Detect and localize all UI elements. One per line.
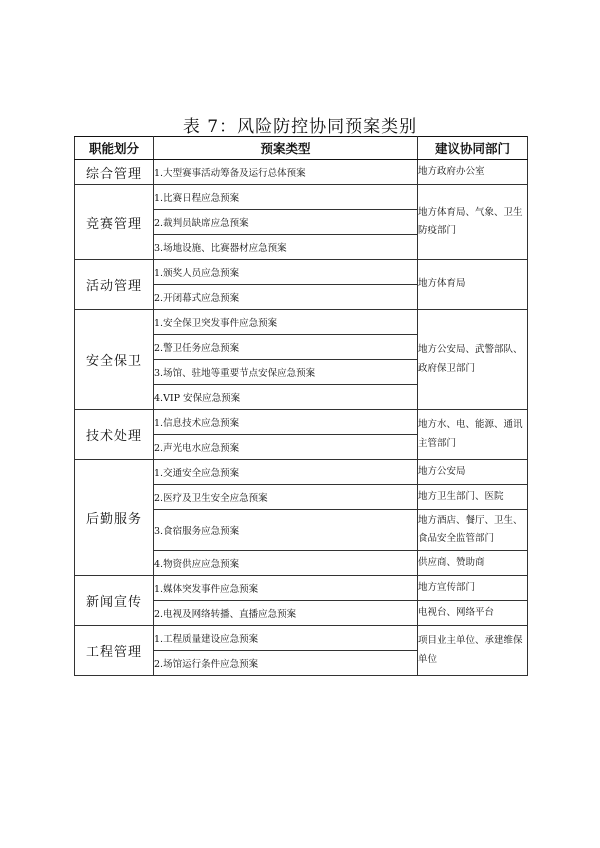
function-category: 活动管理 [75, 260, 154, 310]
department-cell: 地方卫生部门、医院 [418, 485, 528, 510]
plan-type-cell: 1.大型赛事活动筹备及运行总体预案 [154, 160, 418, 185]
plan-type-cell: 2.场馆运行条件应急预案 [154, 651, 418, 676]
department-cell: 项目业主单位、承建维保单位 [418, 626, 528, 676]
department-cell: 供应商、赞助商 [418, 551, 528, 576]
department-cell: 地方酒店、餐厅、卫生、食品安全监管部门 [418, 510, 528, 551]
department-cell: 地方体育局、气象、卫生防疫部门 [418, 185, 528, 260]
table-row [75, 310, 528, 335]
plan-type-cell: 4.VIP 安保应急预案 [154, 385, 418, 410]
function-category: 后勤服务 [75, 460, 154, 576]
table-row [75, 410, 528, 435]
plan-table [74, 136, 528, 676]
header-function: 职能划分 [75, 137, 154, 160]
plan-type-cell: 1.信息技术应急预案 [154, 410, 418, 435]
department-cell: 地方宣传部门 [418, 576, 528, 601]
department-cell: 地方水、电、能源、通讯主管部门 [418, 410, 528, 460]
plan-type-cell: 1.工程质量建设应急预案 [154, 626, 418, 651]
function-category: 竞赛管理 [75, 185, 154, 260]
table-row [75, 460, 528, 485]
table-row [75, 260, 528, 285]
plan-type-cell: 2.警卫任务应急预案 [154, 335, 418, 360]
table-row [75, 576, 528, 601]
table-title: 表 7：风险防控协同预案类别 [182, 117, 418, 137]
function-category: 技术处理 [75, 410, 154, 460]
plan-type-cell: 2.开闭幕式应急预案 [154, 285, 418, 310]
department-cell: 地方政府办公室 [418, 160, 528, 185]
table-row [75, 185, 528, 210]
plan-type-cell: 2.医疗及卫生安全应急预案 [154, 485, 418, 510]
department-cell: 电视台、网络平台 [418, 601, 528, 626]
plan-type-cell: 2.声光电水应急预案 [154, 435, 418, 460]
plan-type-cell: 4.物资供应应急预案 [154, 551, 418, 576]
header-row [75, 137, 528, 160]
table-row [75, 160, 528, 185]
plan-type-cell: 1.交通安全应急预案 [154, 460, 418, 485]
plan-type-cell: 1.安全保卫突发事件应急预案 [154, 310, 418, 335]
function-category: 新闻宣传 [75, 576, 154, 626]
department-cell: 地方公安局 [418, 460, 528, 485]
plan-type-cell: 1.媒体突发事件应急预案 [154, 576, 418, 601]
plan-type-cell: 1.比赛日程应急预案 [154, 185, 418, 210]
header-plan-type: 预案类型 [154, 137, 418, 160]
plan-type-cell: 2.裁判员缺席应急预案 [154, 210, 418, 235]
function-category: 工程管理 [75, 626, 154, 676]
plan-type-cell: 1.颁奖人员应急预案 [154, 260, 418, 285]
plan-type-cell: 3.场地设施、比赛器材应急预案 [154, 235, 418, 260]
table-row [75, 626, 528, 651]
plan-type-cell: 3.场馆、驻地等重要节点安保应急预案 [154, 360, 418, 385]
function-category: 综合管理 [75, 160, 154, 185]
function-category: 安全保卫 [75, 310, 154, 410]
plan-type-cell: 3.食宿服务应急预案 [154, 510, 418, 551]
plan-table-body [75, 160, 528, 676]
header-department: 建议协同部门 [418, 137, 528, 160]
department-cell: 地方体育局 [418, 260, 528, 310]
department-cell: 地方公安局、武警部队、政府保卫部门 [418, 310, 528, 410]
plan-type-cell: 2.电视及网络转播、直播应急预案 [154, 601, 418, 626]
